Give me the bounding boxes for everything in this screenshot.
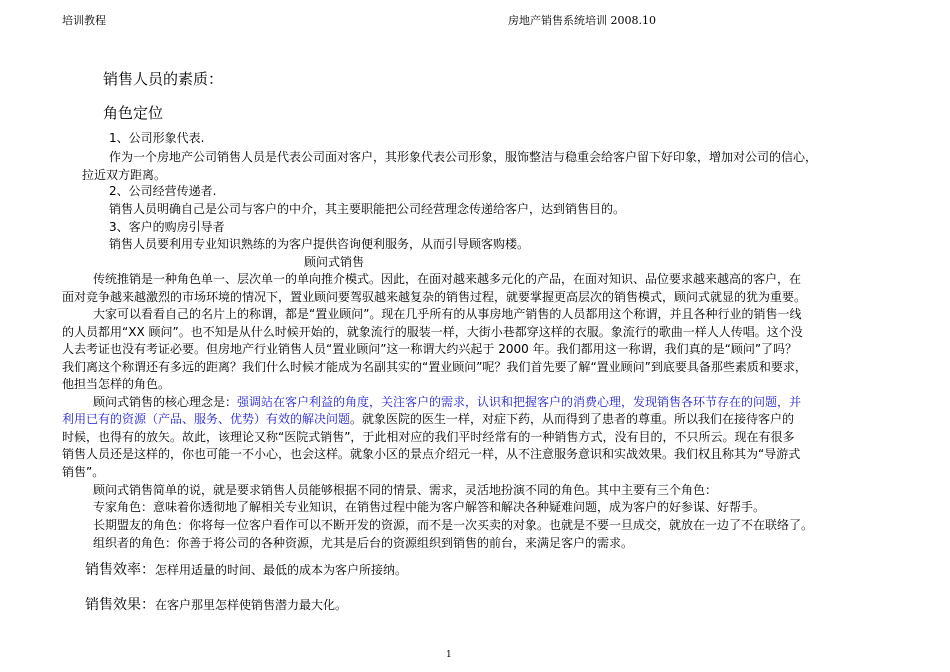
role-item: 2、公司经营传递者.	[109, 184, 217, 198]
para3-line: 销售人员还是这样的，你也可能一不小心，也会这样。就象小区的景点介绍元一样，从不注意服务意识和实战效果。我们权且称其为“导游式	[62, 447, 801, 461]
sales-effect-label: 销售效果：	[85, 597, 155, 613]
role-item: 销售人员要利用专业知识熟练的为客户提供咨询便利服务，从而引导顾客购楼。	[109, 237, 530, 251]
para3-line: 时候，也得有的放矢。故此，该理论又称“医院式销售”，于此相对应的我们平时经常有的一种销售方式，没有目的，不只所云。现在有很多	[62, 430, 795, 444]
role-item: 3、客户的购房引导者	[109, 220, 225, 234]
header-left: 培训教程	[62, 14, 106, 27]
roles-intro: 顾问式销售简单的说，就是要求销售人员能够根据不同的情景、需求，灵活地扮演不同的角色。其中主要有三个角色：	[93, 483, 718, 497]
para3-tail: 。就象医院的医生一样，对症下药，从而得到了患者的尊重。所以我们在接待客户的	[350, 412, 795, 426]
para3-highlight-1: 强调站在客户利益的角度，关注客户的需求，认识和把握客户的消费心理，发现销售各环节存在的问题，并	[237, 395, 802, 409]
page-number: 1	[446, 650, 452, 660]
sales-efficiency-label: 销售效率：	[85, 562, 155, 578]
role-item: 1、公司形象代表.	[109, 131, 205, 145]
sales-effect	[85, 598, 347, 612]
consultant-title: 顾问式销售	[304, 255, 365, 269]
para3-line-2	[62, 412, 794, 426]
role-item: 拉近双方距离。	[82, 168, 167, 182]
para2-line: 的人员都用“XX 顾问”。也不知是从什么时候开始的，就象流行的服装一样，大街小巷都穿这样的衣服。象流行的歌曲一样人人传唱。这个没	[62, 325, 803, 339]
para3-highlight-2: 利用已有的资源（产品、服务、优势）有效的解决问题	[62, 412, 351, 426]
sales-effect-text: 在客户那里怎样使销售潜力最大化。	[155, 598, 348, 612]
role-expert: 专家角色：意味着你透彻地了解相关专业知识，在销售过程中能为客户解答和解决各种疑难问题，成为客户的好参谋、好帮手。	[93, 500, 766, 514]
role-item: 销售人员明确自己是公司与客户的中介，其主要职能把公司经营理念传递给客户，达到销售目的。	[109, 202, 626, 216]
sales-efficiency	[85, 563, 407, 577]
role-ally: 长期盟友的角色：你将每一位客户看作可以不断开发的资源，而不是一次买卖的对象。也就是不要一旦成交，就放在一边了不在联络了。	[93, 518, 814, 532]
para3-line: 销售”。	[62, 465, 105, 479]
para2-line: 我们离这个称谓还有多远的距离？我们什么时候才能成为名副其实的“置业顾问”呢？我们首先要了解“置业顾问”到底要具备那些素质和要求，	[62, 360, 807, 374]
para2-line: 大家可以看看自己的名片上的称谓，都是“置业顾问”。现在几乎所有的从事房地产销售的人员都用这个称谓，并且各种行业的销售一线	[93, 307, 802, 321]
heading-role: 角色定位	[103, 104, 164, 122]
para2-line: 人去考证也没有考证必要。但房地产行业销售人员“置业顾问”这一称谓大约兴起于 2000 年。我们都用这一称谓，我们真的是“顾问”了吗？	[62, 342, 798, 356]
header-right: 房地产销售系统培训 2008.10	[508, 14, 656, 27]
para3-line-1	[93, 395, 801, 409]
para3-lead: 顾问式销售的核心理念是：	[93, 395, 238, 409]
role-item: 作为一个房地产公司销售人员是代表公司面对客户，其形象代表公司形象，服饰整洁与稳重会给客户留下好印象，增加对公司的信心，	[109, 150, 818, 164]
para1-line: 面对竞争越来越激烈的市场环境的情况下，置业顾问要驾驭越来越复杂的销售过程，就要掌握更高层次的销售模式，顾问式就显的犹为重要。	[62, 290, 807, 304]
para2-line: 他担当怎样的角色。	[62, 377, 171, 391]
sales-efficiency-text: 怎样用适量的时间、最低的成本为客户所接纳。	[155, 563, 408, 577]
para1-line: 传统推销是一种角色单一、层次单一的单向推介模式。因此，在面对越来越多元化的产品，在面对知识、品位要求越来越高的客户，在	[93, 272, 802, 286]
role-organizer: 组织者的角色：你善于将公司的各种资源，尤其是后台的资源组织到销售的前台，来满足客户的需求。	[93, 536, 634, 550]
heading-qualities: 销售人员的素质：	[103, 70, 224, 88]
